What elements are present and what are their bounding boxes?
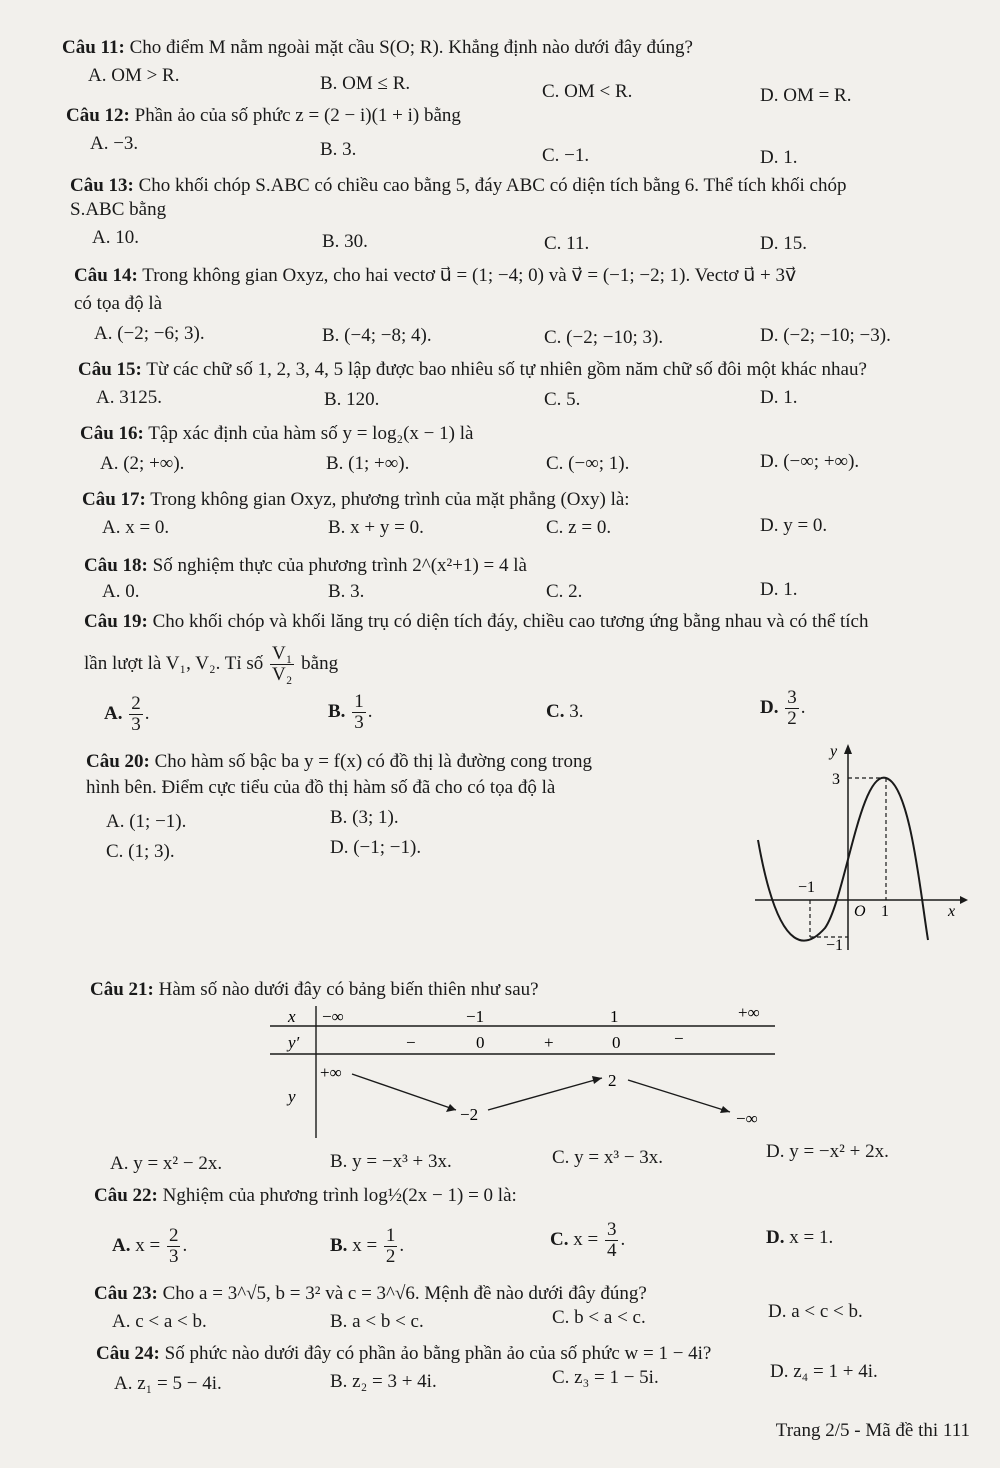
q18-option-a: A. 0. xyxy=(102,581,140,602)
q23-option-d: D. a < c < b. xyxy=(768,1301,863,1322)
arrow-down-1 xyxy=(352,1074,456,1110)
question-19: Câu 19: Cho khối chóp và khối lăng trụ có diện tích đáy, chiều cao tương ứng bằng nhau và có thể tích xyxy=(84,611,869,632)
yp-zero-2: 0 xyxy=(612,1033,621,1052)
q11-option-c: C. OM < R. xyxy=(542,81,633,102)
q16-option-d: D. (−∞; +∞). xyxy=(760,451,860,472)
question-20: Câu 20: Cho hàm số bậc ba y = f(x) có đồ thị là đường cong trong xyxy=(86,751,592,772)
question-15: Câu 15: Từ các chữ số 1, 2, 3, 4, 5 lập được bao nhiêu số tự nhiên gồm năm chữ số đôi một khác nhau? xyxy=(78,359,867,380)
x-val-1: 1 xyxy=(610,1007,619,1026)
question-22: Câu 22: Nghiệm của phương trình log½(2x − 1) = 0 là: xyxy=(94,1185,517,1206)
q19-option-b: B. $\frac{1}{3}$ . xyxy=(328,691,373,734)
q17-option-a: A. x = 0. xyxy=(102,517,170,538)
q22-option-a: A. x = $\frac{2}{3}$ . xyxy=(112,1225,188,1268)
tick-x1: 1 xyxy=(881,903,889,920)
q23-option-b: B. a < b < c. xyxy=(330,1311,424,1332)
variation-table xyxy=(270,1002,780,1142)
x-val-neg-inf: −∞ xyxy=(322,1007,344,1026)
q19-option-d: D. $\frac{3}{2}$ . xyxy=(760,687,806,730)
tick-xm1: −1 xyxy=(798,879,816,896)
origin-label: O xyxy=(854,903,866,920)
q17-option-d: D. y = 0. xyxy=(760,515,828,536)
q21-option-d: D. y = −x² + 2x. xyxy=(766,1141,889,1162)
q12-option-d: D. 1. xyxy=(760,147,798,168)
q17-option-b: B. x + y = 0. xyxy=(328,517,424,538)
row-y-label: y xyxy=(288,1087,296,1106)
q22-option-b: B. x = $\frac{1}{2}$ . xyxy=(330,1225,405,1268)
q13-option-a: A. 10. xyxy=(92,227,139,248)
q20-option-b: B. (3; 1). xyxy=(330,807,399,828)
tick-ym1: −1 xyxy=(826,937,844,954)
arrow-up xyxy=(488,1078,602,1110)
y-val-m2: −2 xyxy=(460,1105,479,1124)
q12-option-b: B. 3. xyxy=(320,139,357,160)
q20-option-a: A. (1; −1). xyxy=(106,811,187,832)
q12-option-a: A. −3. xyxy=(90,133,139,154)
y-val-2: 2 xyxy=(608,1071,617,1090)
y-val-pos-inf: +∞ xyxy=(320,1063,342,1082)
q16-option-c: C. (−∞; 1). xyxy=(546,453,630,474)
q16-option-b: B. (1; +∞). xyxy=(326,453,410,474)
y-axis-arrow xyxy=(844,744,852,754)
q15-option-d: D. 1. xyxy=(760,387,798,408)
q21-option-c: C. y = x³ − 3x. xyxy=(552,1147,664,1168)
q23-option-a: A. c < a < b. xyxy=(112,1311,207,1332)
ratio-fraction: $\frac{\text{V₁}}{\text{V₂}}$ xyxy=(272,643,293,686)
q13-option-c: C. 11. xyxy=(544,233,590,254)
q24-option-a: A. z₁ = 5 − 4i. xyxy=(114,1373,222,1394)
q19-option-c: C. 3. xyxy=(546,701,584,722)
q11-option-a: A. OM > R. xyxy=(88,65,180,86)
q21-option-b: B. y = −x³ + 3x. xyxy=(330,1151,452,1172)
q14-option-c: C. (−2; −10; 3). xyxy=(544,327,664,348)
question-14: Câu 14: Trong không gian Oxyz, cho hai vectơ u⃗ = (1; −4; 0) và v⃗ = (−1; −2; 1). Vectơ u⃗ + 3v⃗ xyxy=(74,265,797,286)
cubic-curve xyxy=(758,778,928,941)
question-21: Câu 21: Hàm số nào dưới đây có bảng biến thiên như sau? xyxy=(90,979,539,1000)
q13-option-b: B. 30. xyxy=(322,231,368,252)
x-axis-label: x xyxy=(948,903,956,920)
q18-option-b: B. 3. xyxy=(328,581,365,602)
row-x-label: x xyxy=(288,1007,296,1026)
question-20-cont: hình bên. Điểm cực tiểu của đồ thị hàm số đã cho có tọa độ là xyxy=(86,777,556,798)
x-val-pos-inf: +∞ xyxy=(738,1003,760,1022)
q24-option-d: D. z₄ = 1 + 4i. xyxy=(770,1361,878,1382)
question-23: Câu 23: Cho a = 3^√5, b = 3² và c = 3^√6. Mệnh đề nào dưới đây đúng? xyxy=(94,1283,647,1304)
yp-sign-3: − xyxy=(674,1029,684,1048)
x-val-m1: −1 xyxy=(466,1007,485,1026)
q14-option-b: B. (−4; −8; 4). xyxy=(322,325,432,346)
q14-option-d: D. (−2; −10; −3). xyxy=(760,325,891,346)
q24-option-c: C. z₃ = 1 − 5i. xyxy=(552,1367,659,1388)
question-17: Câu 17: Trong không gian Oxyz, phương trình của mặt phẳng (Oxy) là: xyxy=(82,489,630,510)
q19-option-a: A. $\frac{2}{3}$ . xyxy=(104,693,150,736)
question-18: Câu 18: Số nghiệm thực của phương trình 2^(x²+1) = 4 là xyxy=(84,555,527,576)
q16-option-a: A. (2; +∞). xyxy=(100,453,185,474)
q21-option-a: A. y = x² − 2x. xyxy=(110,1153,223,1174)
question-12: Câu 12: Phần ảo của số phức z = (2 − i)(1 + i) bằng xyxy=(66,105,461,126)
yp-sign-1: − xyxy=(406,1033,416,1052)
q15-option-a: A. 3125. xyxy=(96,387,162,408)
question-24: Câu 24: Số phức nào dưới đây có phần ảo bằng phần ảo của số phức w = 1 − 4i? xyxy=(96,1343,712,1364)
y-val-neg-inf: −∞ xyxy=(736,1109,758,1128)
q20-option-d: D. (−1; −1). xyxy=(330,837,422,858)
y-axis-label: y xyxy=(830,743,838,760)
question-16: Câu 16: Tập xác định của hàm số y = log₂(x − 1) là xyxy=(80,423,474,444)
q23-option-c: C. b < a < c. xyxy=(552,1307,646,1328)
x-axis-arrow xyxy=(960,896,968,904)
cubic-graph xyxy=(750,740,970,955)
question-11: Câu 11: Cho điểm M nằm ngoài mặt cầu S(O; R). Khẳng định nào dưới đây đúng? xyxy=(62,37,693,58)
q17-option-c: C. z = 0. xyxy=(546,517,612,538)
question-19-cont: lần lượt là V₁, V₂. Tỉ số $\frac{\text{V₁}}{\text{V₂}}$ bằng xyxy=(84,643,339,686)
q20-option-c: C. (1; 3). xyxy=(106,841,175,862)
row-yprime-label: y′ xyxy=(288,1033,300,1052)
q15-option-b: B. 120. xyxy=(324,389,380,410)
page-footer: Trang 2/5 - Mã đề thi 111 xyxy=(775,1420,970,1441)
yp-sign-2: + xyxy=(544,1033,554,1052)
q11-option-d: D. OM = R. xyxy=(760,85,852,106)
arrow-down-2 xyxy=(628,1080,730,1112)
question-13: Câu 13: Cho khối chóp S.ABC có chiều cao bằng 5, đáy ABC có diện tích bằng 6. Thể tích khối chóp xyxy=(70,175,847,196)
q11-option-b: B. OM ≤ R. xyxy=(320,73,411,94)
q24-option-b: B. z₂ = 3 + 4i. xyxy=(330,1371,437,1392)
q14-option-a: A. (−2; −6; 3). xyxy=(94,323,205,344)
q13-option-d: D. 15. xyxy=(760,233,807,254)
question-13-cont: S.ABC bằng xyxy=(70,199,167,220)
tick-y3: 3 xyxy=(832,771,840,788)
q22-option-c: C. x = $\frac{3}{4}$ . xyxy=(550,1219,626,1262)
question-14-cont: có tọa độ là xyxy=(74,293,163,314)
q18-option-c: C. 2. xyxy=(546,581,583,602)
q15-option-c: C. 5. xyxy=(544,389,581,410)
q18-option-d: D. 1. xyxy=(760,579,798,600)
yp-zero-1: 0 xyxy=(476,1033,485,1052)
q12-option-c: C. −1. xyxy=(542,145,590,166)
q22-option-d: D. x = 1. xyxy=(766,1227,834,1248)
